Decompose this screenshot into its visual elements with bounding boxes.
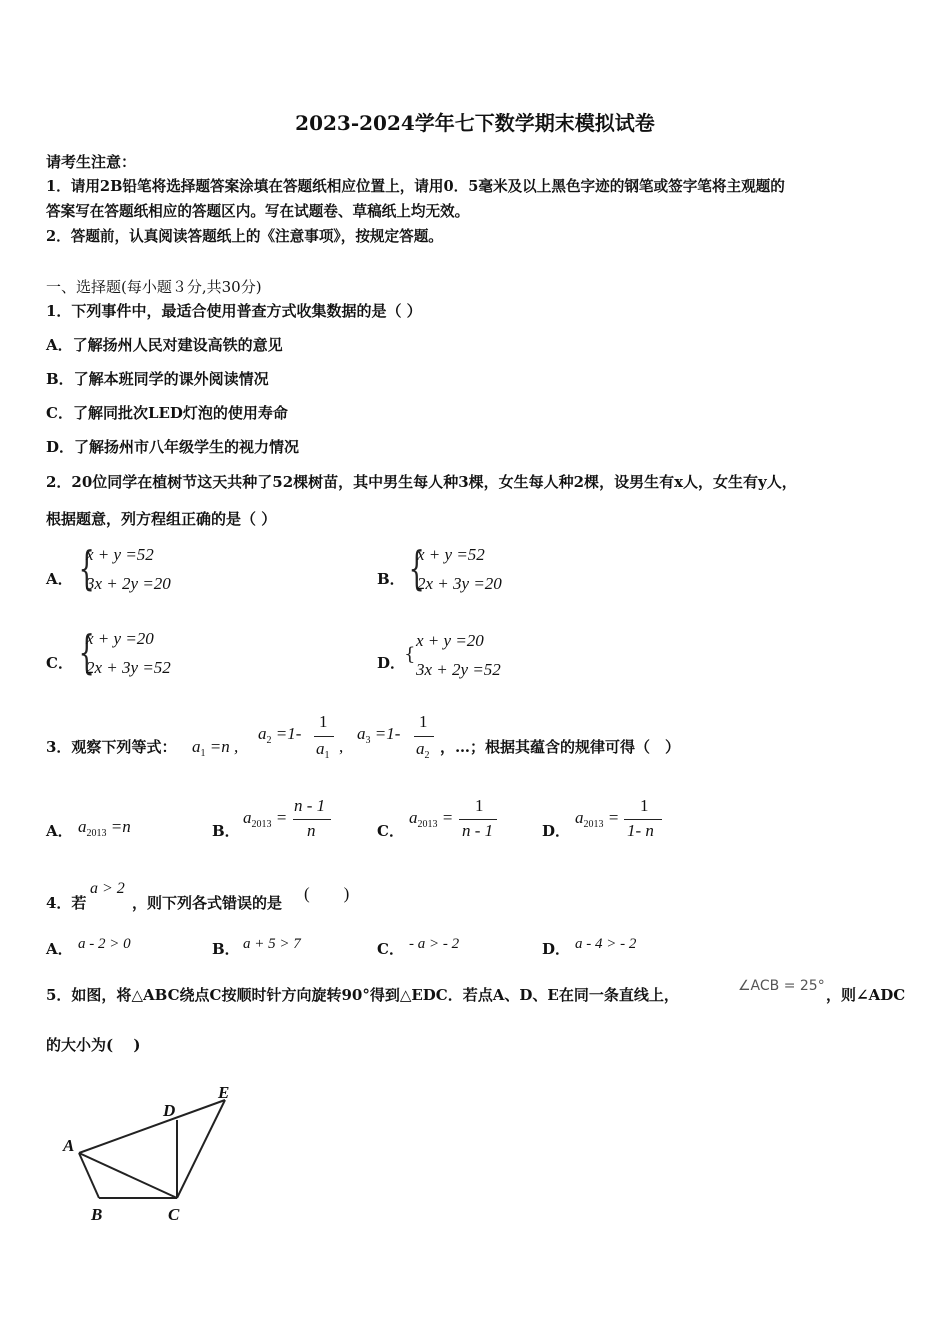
q2-stem-2: 根据题意，列方程组正确的是（ ） <box>46 510 277 528</box>
q3-option-b-den: n <box>307 821 316 840</box>
q4-paren: ( ) <box>304 884 350 903</box>
q5-stem-1: 5．如图，将△ABC绕点C按顺时针方向旋转90°得到△EDC．若点A、D、E在同一条直线上， <box>46 986 679 1004</box>
segment-ac <box>79 1153 177 1198</box>
q4-condition: a > 2 <box>90 880 125 897</box>
q2-brace-a: { <box>78 541 95 595</box>
q5-stem-1-end: ，则∠ADC <box>826 986 906 1004</box>
q3-option-b-fraction-line <box>293 819 331 820</box>
q2-d-eq2: 3x + 2y =52 <box>416 660 501 679</box>
q2-a-eq2: 3x + 2y =20 <box>86 574 171 593</box>
q1-stem: 1．下列事件中，最适合使用普查方式收集数据的是（ ） <box>46 302 422 320</box>
q3-eq-a3-den: $a_2$ <box>416 739 430 761</box>
q3-option-c-num: 1 <box>475 796 484 815</box>
q2-brace-b: { <box>408 541 425 595</box>
q2-c-eq1: x + y =20 <box>86 629 154 648</box>
q4-stem-start: 4．若 <box>46 894 87 912</box>
q3-option-c-den: n - 1 <box>462 821 494 840</box>
q3-option-c-lhs: $a_{2013}$ = <box>409 808 454 830</box>
point-b-label: B <box>91 1205 103 1224</box>
notice-line-2: 2．答题前，认真阅读答题纸上的《注意事项》，按规定答题。 <box>46 228 443 245</box>
page-title: 2023-2024学年七下数学期末模拟试卷 <box>295 111 655 135</box>
q3-option-d-lhs: $a_{2013}$ = <box>575 808 620 830</box>
q3-option-c-fraction-line <box>459 819 497 820</box>
q2-stem-1: 2．20位同学在植树节这天共种了52棵树苗，其中男生每人种3棵，女生每人种2棵，设男生有x人，女生有y人， <box>46 473 797 491</box>
q2-c-eq2: 2x + 3y =52 <box>86 658 171 677</box>
q4-label-d: D． <box>542 940 571 958</box>
q2-label-a: A． <box>46 570 73 588</box>
q3-eq-a2-fraction-line <box>314 736 334 737</box>
q3-eq-a3-num: 1 <box>419 712 428 731</box>
q3-option-b-lhs: $a_{2013}$ = <box>243 808 288 830</box>
q3-label-a: A． <box>46 822 73 840</box>
point-d-label: D <box>163 1101 176 1120</box>
q4-option-b: a + 5 > 7 <box>243 936 301 952</box>
q3-eq-a3-fraction-line <box>414 736 434 737</box>
section-heading: 一、选择题(每小题３分,共30分) <box>46 278 262 296</box>
q2-d-eq1: x + y =20 <box>416 631 484 650</box>
q4-stem-end: ，则下列各式错误的是 <box>132 894 283 912</box>
notice-line-1: 1．请用2B铅笔将选择题答案涂填在答题纸相应位置上，请用0．5毫米及以上黑色字迹的钢笔或签字笔将主观题的 <box>46 178 785 195</box>
notice-line-1b: 答案写在答题纸相应的答题区内。写在试题卷、草稿纸上均无效。 <box>46 203 470 220</box>
q3-label-b: B． <box>212 822 240 840</box>
q3-eq-a1: $a_1 =n$ , <box>192 737 239 759</box>
q5-angle-condition: ∠ACB = 25° <box>738 978 825 994</box>
q3-stem-start: 3．观察下列等式： <box>46 738 177 756</box>
q4-option-c: - a > - 2 <box>409 936 460 952</box>
q3-option-d-den: 1- n <box>627 821 654 840</box>
point-c-label: C <box>168 1205 180 1224</box>
point-e-label: E <box>218 1083 230 1102</box>
q4-option-a: a - 2 > 0 <box>78 936 131 952</box>
q4-label-c: C． <box>377 940 404 958</box>
q3-eq-a2-lhs: $a_2 =1-$ <box>258 724 302 746</box>
q3-stem-end: ，…；根据其蕴含的规律可得（ ） <box>440 738 681 756</box>
point-a-label: A <box>63 1136 75 1155</box>
q4-option-d: a - 4 > - 2 <box>575 936 637 952</box>
q3-eq-a2-comma: , <box>339 737 344 756</box>
q3-option-b-num: n - 1 <box>294 796 326 815</box>
q3-option-d-num: 1 <box>640 796 649 815</box>
q3-label-c: C． <box>377 822 404 840</box>
q5-stem-2: 的大小为( ) <box>46 1036 141 1054</box>
q1-option-c: C．了解同批次LED灯泡的使用寿命 <box>46 404 288 422</box>
q2-brace-c: { <box>78 625 95 679</box>
q3-eq-a2-num: 1 <box>319 712 328 731</box>
q3-eq-a2-den: $a_1$ <box>316 739 330 761</box>
q2-b-eq2: 2x + 3y =20 <box>417 574 502 593</box>
q2-label-b: B． <box>377 570 405 588</box>
q2-a-eq1: x + y =52 <box>86 545 154 564</box>
notice-heading: 请考生注意： <box>46 153 137 171</box>
q2-label-c: C． <box>46 654 73 672</box>
q2-b-eq1: x + y =52 <box>417 545 485 564</box>
q5-geometry-figure <box>55 1078 255 1228</box>
q1-option-a: A．了解扬州人民对建设高铁的意见 <box>46 336 283 354</box>
q3-eq-a3-lhs: $a_3 =1-$ <box>357 724 401 746</box>
q3-label-d: D． <box>542 822 571 840</box>
q4-label-b: B． <box>212 940 240 958</box>
q3-option-d-fraction-line <box>624 819 662 820</box>
q2-label-d: D． <box>377 654 406 672</box>
q1-option-d: D．了解扬州市八年级学生的视力情况 <box>46 438 300 456</box>
q4-label-a: A． <box>46 940 73 958</box>
q3-option-a: $a_{2013} =n$ <box>78 817 131 839</box>
q1-option-b: B．了解本班同学的课外阅读情况 <box>46 370 269 388</box>
q2-brace-d: { <box>404 644 416 665</box>
